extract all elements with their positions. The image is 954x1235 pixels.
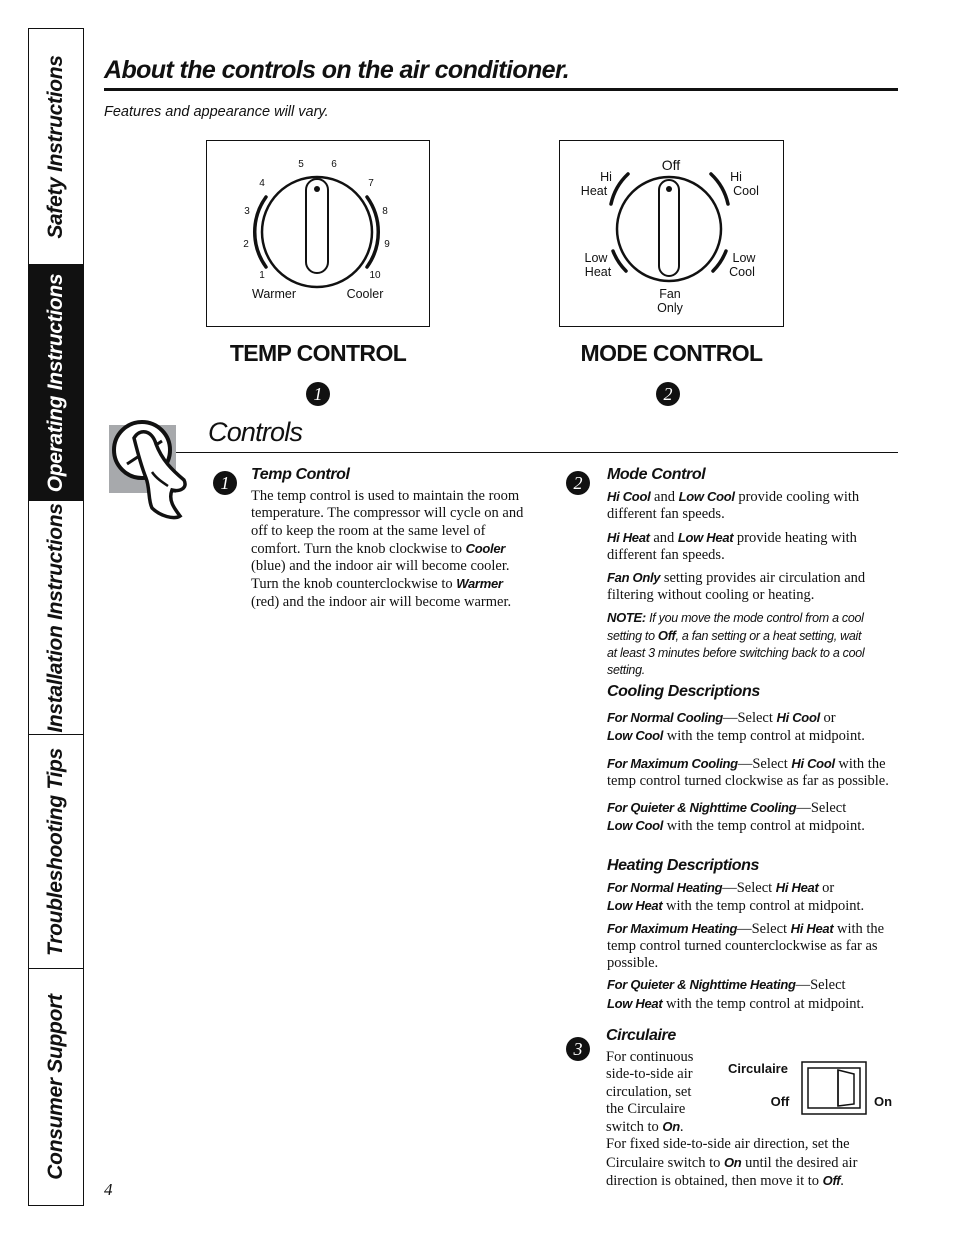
tab-troubleshooting-tips[interactable] — [29, 735, 83, 969]
maximum-cooling: For Maximum Cooling—Select Hi Cool with the temp control turned clockwise as far as possible. — [607, 755, 889, 789]
dial-number: 10 — [369, 270, 381, 281]
tab-safety-instructions[interactable] — [29, 29, 83, 265]
page-subtitle: Features and appearance will vary. — [104, 104, 329, 120]
dial-label: Hi — [600, 170, 612, 184]
dial-number: 3 — [244, 206, 250, 217]
mode-control-caption: MODE CONTROL — [580, 340, 763, 366]
dial-number: 6 — [331, 159, 337, 170]
mode-control-description — [607, 466, 899, 679]
circulaire-switch-illustration — [722, 1058, 902, 1118]
tab-consumer-support[interactable] — [29, 969, 83, 1205]
circulaire-heading: Circulaire — [606, 1027, 676, 1044]
temp-control-description — [251, 466, 526, 611]
mode-para-heat: Hi Heat and Low Heat provide heating with different fan speeds. — [607, 529, 857, 563]
maximum-heating: For Maximum Heating—Select Hi Heat with the temp control turned counterclockwise as far as possible. — [607, 920, 885, 972]
quieter-heating: For Quieter & Nighttime Heating—Select Low Heat with the temp control at midpoint. — [607, 977, 865, 1012]
cooling-heading: Cooling Descriptions — [607, 683, 760, 700]
temp-control-badge: 1 — [306, 382, 330, 406]
cooling-descriptions — [607, 683, 899, 836]
dial-number: 8 — [382, 206, 388, 217]
tab-label: Installation Instructions — [44, 502, 67, 733]
normal-cooling: For Normal Cooling—Select Hi Cool or Low Cool with the temp control at midpoint. — [607, 710, 865, 745]
page-number: 4 — [104, 1180, 113, 1199]
mode-dial-illustration — [560, 141, 785, 328]
mode-control-badge: 2 — [656, 382, 680, 406]
mode-note: NOTE: If you move the mode control from a cool setting to Off, a fan setting or a heat setting, wait at least 3 minutes before switching back to a cool setting. — [607, 609, 865, 677]
dial-label: Only — [657, 301, 683, 315]
mode-para-fan: Fan Only setting provides air circulation and filtering without cooling or heating. — [607, 570, 866, 604]
switch-title: Circulaire — [728, 1061, 788, 1076]
tab-label: Operating Instructions — [44, 273, 67, 492]
step-badge: 2 — [566, 471, 590, 495]
temp-dial-panel — [206, 140, 430, 327]
quieter-cooling: For Quieter & Nighttime Cooling—Select Low Cool with the temp control at midpoint. — [607, 800, 865, 835]
dial-label: Low — [584, 251, 608, 265]
dial-label: Fan — [659, 287, 681, 301]
dial-off-label: Off — [661, 157, 681, 173]
title-divider — [104, 88, 898, 91]
dial-number: 5 — [298, 159, 304, 170]
temp-dial-illustration — [207, 141, 431, 328]
dial-label: Cool — [729, 265, 755, 279]
dial-label: Low — [732, 251, 756, 265]
temp-control-text: The temp control is used to maintain the room temperature. The compressor will cycle on and off to keep the room at the same level of comfort. Turn the knob clockwise to Cooler (blue) and the indoor air will become cooler. Turn the knob counterclockwise to Warmer (red) and the indoor air will become warmer. — [251, 488, 524, 610]
mode-para-cool: Hi Cool and Low Cool provide cooling with different fan speeds. — [607, 489, 860, 523]
dial-number: 7 — [368, 178, 374, 189]
section-divider — [176, 452, 898, 453]
heating-heading: Heating Descriptions — [607, 857, 760, 874]
tab-label: Consumer Support — [44, 994, 67, 1180]
switch-off-label: Off — [770, 1094, 790, 1109]
step-badge: 3 — [566, 1037, 590, 1061]
dial-number: 4 — [259, 178, 265, 189]
tab-label: Troubleshooting Tips — [44, 747, 67, 956]
step-badge: 1 — [213, 471, 237, 495]
dial-label: Cool — [733, 184, 759, 198]
hand-turning-knob-icon — [104, 408, 194, 528]
tab-label: Safety Instructions — [44, 54, 67, 239]
dial-number: 2 — [243, 239, 249, 250]
dial-label: Hi — [730, 170, 742, 184]
temp-control-heading: Temp Control — [251, 466, 350, 483]
mode-control-heading: Mode Control — [607, 466, 706, 483]
dial-number: 9 — [384, 239, 390, 250]
heating-descriptions — [607, 857, 899, 1013]
temp-control-caption: TEMP CONTROL — [229, 340, 407, 366]
page-title: About the controls on the air conditioner. — [104, 56, 570, 84]
tab-installation-instructions[interactable] — [29, 501, 83, 735]
dial-left-label: Warmer — [252, 287, 296, 301]
dial-right-label: Cooler — [346, 287, 384, 301]
switch-on-label: On — [873, 1094, 893, 1109]
section-title: Controls — [208, 417, 303, 447]
dial-label: Heat — [580, 184, 608, 198]
side-tabs — [28, 28, 84, 1206]
circulaire-text-2: For fixed side-to-side air direction, set the Circulaire switch to On until the desired air direction is obtained, then move it to Off. — [606, 1136, 858, 1190]
dial-number: 1 — [259, 270, 265, 281]
normal-heating: For Normal Heating—Select Hi Heat or Low Heat with the temp control at midpoint. — [607, 880, 865, 915]
dial-label: Heat — [584, 265, 612, 279]
mode-dial-panel — [559, 140, 784, 327]
tab-operating-instructions[interactable] — [29, 265, 83, 501]
circulaire-text-1: For continuous side-to-side air circulation, set the Circulaire switch to On. — [606, 1049, 694, 1136]
